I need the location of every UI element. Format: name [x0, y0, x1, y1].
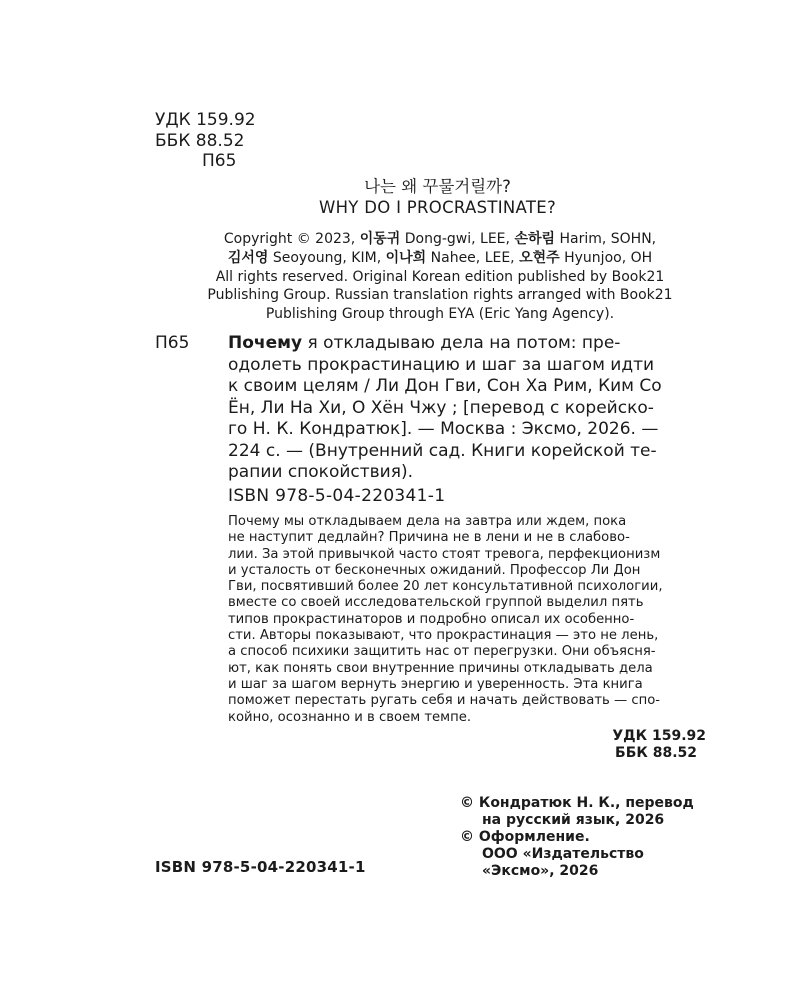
annotation-line: а способ психики защитить нас от перегрузки. Они объясня-: [228, 644, 656, 660]
rights-line: Publishing Group. Russian translation rights arranged with Book21: [207, 287, 673, 304]
catalog-entry: [155, 333, 715, 484]
author-3-korean: 김서영: [227, 249, 269, 266]
catalog-code: П65: [155, 333, 190, 353]
annotation-line: Гви, посвятивший более 20 лет консультативной психологии,: [228, 579, 663, 595]
credit-line: ООО «Издательство: [482, 846, 644, 862]
english-title: WHY DO I PROCRASTINATE?: [318, 198, 557, 217]
isbn-bold: ISBN 978-5-04-220341-1: [155, 858, 366, 876]
author-1-korean: 이동귀: [359, 231, 401, 247]
catalog-isbn: ISBN 978-5-04-220341-1: [228, 486, 446, 506]
classification-codes: [155, 110, 256, 172]
catalog-title-bold: Почему: [228, 333, 303, 353]
catalog-line: Ён, Ли На Хи, О Хён Чжу ; [перевод с корейско-: [228, 397, 654, 418]
copyright-notice: [150, 230, 730, 324]
annotation-line: вместе со своей исследовательской группой выделил пять: [228, 595, 644, 611]
annotation: [228, 514, 708, 726]
author-4-korean: 이나희: [385, 249, 427, 266]
credit-line: на русский язык, 2026: [482, 812, 665, 828]
credit-line: © Оформление.: [460, 829, 590, 845]
catalog-line: к своим целям / Ли Дон Гви, Сон Ха Рим, Ким Со: [228, 376, 662, 396]
original-titles: [0, 176, 800, 218]
catalog-line: Почему я откладываю дела на потом: пре-: [228, 333, 621, 353]
annotation-line: лии. За этой привычкой часто стоят тревога, перфекционизм: [228, 546, 661, 562]
catalog-line: го Н. К. Кондратюк]. — Москва : Эксмо, 2026. —: [228, 419, 659, 439]
author-2-korean: 손하림: [514, 231, 556, 247]
udk-code: УДК 159.92: [155, 110, 256, 130]
credit-line: © Кондратюк Н. К., перевод: [460, 795, 694, 811]
annotation-line: койно, осознанно и в своем темпе.: [228, 709, 472, 725]
author-sign: П65: [202, 151, 237, 171]
udk-code-bold: УДК 159.92: [612, 728, 706, 744]
bbk-code-bold: ББК 88.52: [615, 745, 697, 761]
copyright-credits: [460, 795, 694, 880]
annotation-line: и шаг за шагом вернуть энергию и уверенность. Эта книга: [228, 676, 643, 692]
catalog-line: 224 с. — (Внутренний сад. Книги корейской те-: [228, 440, 657, 461]
annotation-line: и усталость от бесконечных ожиданий. Профессор Ли Дон: [228, 562, 641, 578]
korean-title: 나는 왜 꾸물거릴까?: [364, 177, 511, 196]
classification-codes-bold: [0, 728, 706, 762]
annotation-line: поможет перестать ругать себя и начать действовать — спо-: [228, 693, 661, 709]
author-5-korean: 오현주: [519, 249, 560, 266]
catalog-description: [228, 333, 715, 484]
credit-line: «Эксмо», 2026: [482, 863, 599, 879]
annotation-line: сти. Авторы показывают, что прокрастинация — это не лень,: [228, 628, 659, 644]
annotation-line: Почему мы откладываем дела на завтра или ждем, пока: [228, 514, 627, 529]
rights-line: Publishing Group through EYA (Eric Yang Agency).: [265, 306, 615, 323]
rights-line: All rights reserved. Original Korean edition published by Book21: [215, 268, 665, 285]
annotation-line: не наступит дедлайн? Причина не в лени и не в слабово-: [228, 530, 630, 546]
bbk-code: ББК 88.52: [155, 130, 245, 151]
catalog-line: рапии спокойствия).: [228, 462, 413, 482]
copyright-line-1: Copyright © 2023, 이동귀 Dong-gwi, LEE, 손하림 Harim, SOHN,: [223, 231, 657, 247]
annotation-line: типов прокрастинаторов и подробно описал их особенно-: [228, 611, 635, 627]
catalog-line: одолеть прокрастинацию и шаг за шагом идти: [228, 354, 655, 375]
annotation-line: ют, как понять свои внутренние причины откладывать дела: [228, 660, 653, 676]
copyright-line-2: 김서영 Seoyoung, KIM, 이나희 Nahee, LEE, 오현주 Hyunjoo, OH: [227, 249, 653, 266]
